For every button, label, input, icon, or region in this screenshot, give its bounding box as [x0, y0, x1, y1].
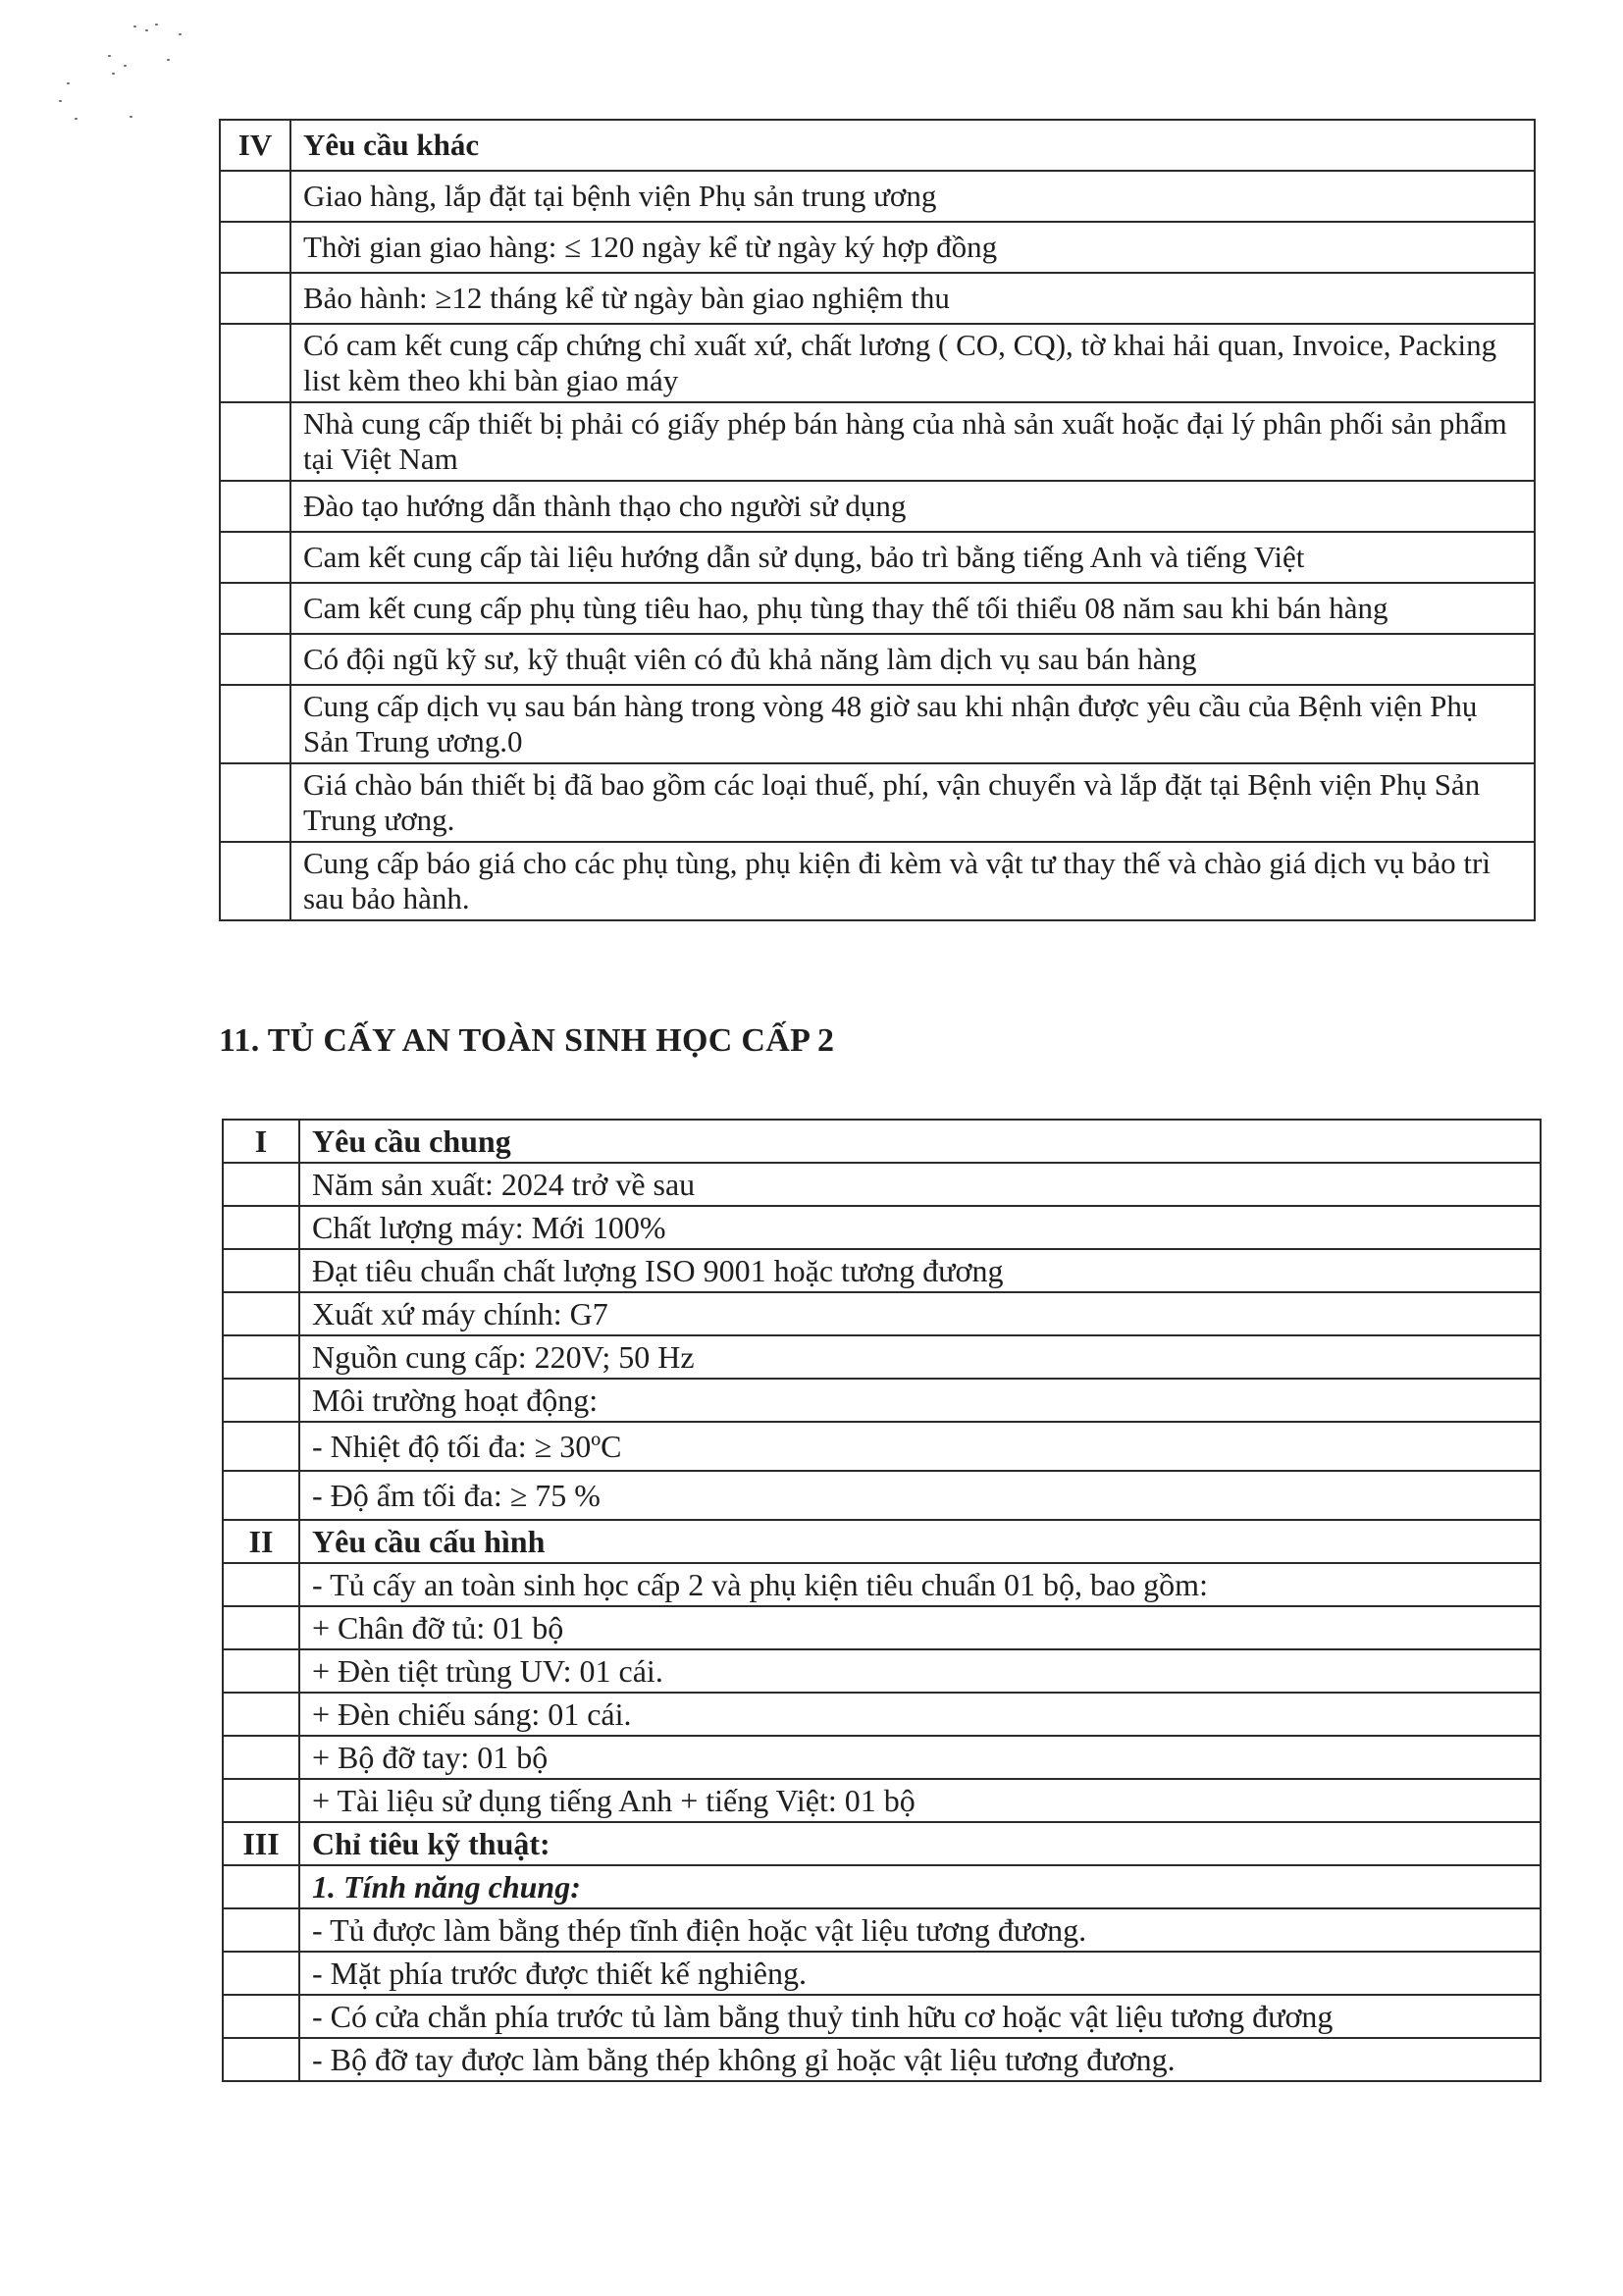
table-row — [223, 1206, 1541, 1249]
table-row — [220, 842, 1535, 920]
row-number — [223, 1292, 299, 1335]
row-text: Cung cấp dịch vụ sau bán hàng trong vòng 48 giờ sau khi nhận được yêu cầu của Bệnh viện Phụ Sản Trung ương.0 — [290, 685, 1535, 763]
row-text: + Đèn tiệt trùng UV: 01 cái. — [299, 1649, 1541, 1693]
table-row — [220, 222, 1535, 273]
row-text: - Có cửa chắn phía trước tủ làm bằng thuỷ tinh hữu cơ hoặc vật liệu tương đương — [299, 1995, 1541, 2038]
row-number — [220, 402, 290, 481]
table-row — [220, 120, 1535, 171]
table-row — [223, 1335, 1541, 1379]
row-number: III — [223, 1822, 299, 1865]
row-number — [220, 583, 290, 634]
row-number — [223, 1249, 299, 1292]
row-number: I — [223, 1120, 299, 1163]
row-number — [220, 763, 290, 842]
row-number: II — [223, 1520, 299, 1563]
row-number — [223, 1649, 299, 1693]
table-row — [223, 1693, 1541, 1736]
row-text: Yêu cầu khác — [290, 120, 1535, 171]
row-number: IV — [220, 120, 290, 171]
biosafety-cabinet-spec-table — [222, 1119, 1542, 2082]
table-row — [220, 763, 1535, 842]
table-row — [223, 2038, 1541, 2081]
row-number — [223, 1563, 299, 1606]
row-text: - Mặt phía trước được thiết kế nghiêng. — [299, 1952, 1541, 1995]
row-text: Nhà cung cấp thiết bị phải có giấy phép bán hàng của nhà sản xuất hoặc đại lý phân phối sản phẩm tại Việt Nam — [290, 402, 1535, 481]
table-row — [223, 1249, 1541, 1292]
row-number — [223, 1908, 299, 1952]
row-text: Có đội ngũ kỹ sư, kỹ thuật viên có đủ khả năng làm dịch vụ sau bán hàng — [290, 634, 1535, 685]
row-text: - Độ ẩm tối đa: ≥ 75 % — [299, 1471, 1541, 1520]
row-number — [220, 532, 290, 583]
row-number — [220, 171, 290, 222]
row-text: + Chân đỡ tủ: 01 bộ — [299, 1606, 1541, 1649]
row-text: Chỉ tiêu kỹ thuật: — [299, 1822, 1541, 1865]
row-number — [223, 1163, 299, 1206]
row-text: - Nhiệt độ tối đa: ≥ 30ºC — [299, 1422, 1541, 1471]
row-text: 1. Tính năng chung: — [299, 1865, 1541, 1908]
row-text: Chất lượng máy: Mới 100% — [299, 1206, 1541, 1249]
scan-specks — [39, 20, 196, 147]
table-row — [220, 583, 1535, 634]
table-row — [223, 1422, 1541, 1471]
row-text: Yêu cầu chung — [299, 1120, 1541, 1163]
row-number — [223, 2038, 299, 2081]
row-number — [220, 481, 290, 532]
row-text: Đạt tiêu chuẩn chất lượng ISO 9001 hoặc tương đương — [299, 1249, 1541, 1292]
table-row — [223, 1292, 1541, 1335]
row-text: + Đèn chiếu sáng: 01 cái. — [299, 1693, 1541, 1736]
row-number — [223, 1995, 299, 2038]
table-row — [223, 1163, 1541, 1206]
table-row — [223, 1379, 1541, 1422]
row-text: - Tủ được làm bằng thép tĩnh điện hoặc vật liệu tương đương. — [299, 1908, 1541, 1952]
table-row — [223, 1865, 1541, 1908]
table-row — [223, 1649, 1541, 1693]
row-number — [223, 1779, 299, 1822]
row-text: Giao hàng, lắp đặt tại bệnh viện Phụ sản trung ương — [290, 171, 1535, 222]
row-text: Có cam kết cung cấp chứng chỉ xuất xứ, chất lương ( CO, CQ), tờ khai hải quan, Invoice, Packing list kèm theo khi bàn giao máy — [290, 324, 1535, 402]
row-text: - Bộ đỡ tay được làm bằng thép không gỉ hoặc vật liệu tương đương. — [299, 2038, 1541, 2081]
row-number — [223, 1422, 299, 1471]
row-text: Xuất xứ máy chính: G7 — [299, 1292, 1541, 1335]
row-text: + Bộ đỡ tay: 01 bộ — [299, 1736, 1541, 1779]
table-row — [220, 402, 1535, 481]
row-number — [223, 1952, 299, 1995]
table-row — [223, 1779, 1541, 1822]
row-text: Nguồn cung cấp: 220V; 50 Hz — [299, 1335, 1541, 1379]
row-text: - Tủ cấy an toàn sinh học cấp 2 và phụ kiện tiêu chuẩn 01 bộ, bao gồm: — [299, 1563, 1541, 1606]
table-row — [220, 532, 1535, 583]
row-number — [220, 634, 290, 685]
other-requirements-table — [219, 119, 1536, 921]
row-number — [223, 1693, 299, 1736]
table-row — [223, 1606, 1541, 1649]
row-text: Môi trường hoạt động: — [299, 1379, 1541, 1422]
table-row — [223, 1471, 1541, 1520]
row-number — [220, 685, 290, 763]
table-row — [223, 1995, 1541, 2038]
row-text: + Tài liệu sử dụng tiếng Anh + tiếng Việt: 01 bộ — [299, 1779, 1541, 1822]
row-number — [223, 1606, 299, 1649]
row-text: Đào tạo hướng dẫn thành thạo cho người sử dụng — [290, 481, 1535, 532]
row-number — [223, 1379, 299, 1422]
table-row — [220, 634, 1535, 685]
table-row — [220, 273, 1535, 324]
row-number — [220, 324, 290, 402]
table-row — [220, 324, 1535, 402]
row-text: Giá chào bán thiết bị đã bao gồm các loại thuế, phí, vận chuyển và lắp đặt tại Bệnh viện Phụ Sản Trung ương. — [290, 763, 1535, 842]
row-text: Thời gian giao hàng: ≤ 120 ngày kể từ ngày ký hợp đồng — [290, 222, 1535, 273]
row-text: Cam kết cung cấp tài liệu hướng dẫn sử dụng, bảo trì bằng tiếng Anh và tiếng Việt — [290, 532, 1535, 583]
row-number — [220, 222, 290, 273]
row-text: Cam kết cung cấp phụ tùng tiêu hao, phụ tùng thay thế tối thiểu 08 năm sau khi bán hàng — [290, 583, 1535, 634]
row-text: Bảo hành: ≥12 tháng kể từ ngày bàn giao nghiệm thu — [290, 273, 1535, 324]
table-row — [223, 1822, 1541, 1865]
table-row — [220, 481, 1535, 532]
table-row — [223, 1520, 1541, 1563]
row-number — [220, 842, 290, 920]
row-number — [223, 1206, 299, 1249]
table-row — [220, 685, 1535, 763]
row-number — [223, 1335, 299, 1379]
row-text: Yêu cầu cấu hình — [299, 1520, 1541, 1563]
row-text: Cung cấp báo giá cho các phụ tùng, phụ kiện đi kèm và vật tư thay thế và chào giá dịch vụ bảo trì sau bảo hành. — [290, 842, 1535, 920]
table-row — [223, 1736, 1541, 1779]
section-heading: 11. TỦ CẤY AN TOÀN SINH HỌC CẤP 2 — [219, 1022, 835, 1059]
table-row — [223, 1563, 1541, 1606]
table-row — [223, 1120, 1541, 1163]
row-text: Năm sản xuất: 2024 trở về sau — [299, 1163, 1541, 1206]
row-number — [223, 1736, 299, 1779]
row-number — [220, 273, 290, 324]
row-number — [223, 1471, 299, 1520]
table-row — [220, 171, 1535, 222]
row-number — [223, 1865, 299, 1908]
table-row — [223, 1908, 1541, 1952]
table-row — [223, 1952, 1541, 1995]
